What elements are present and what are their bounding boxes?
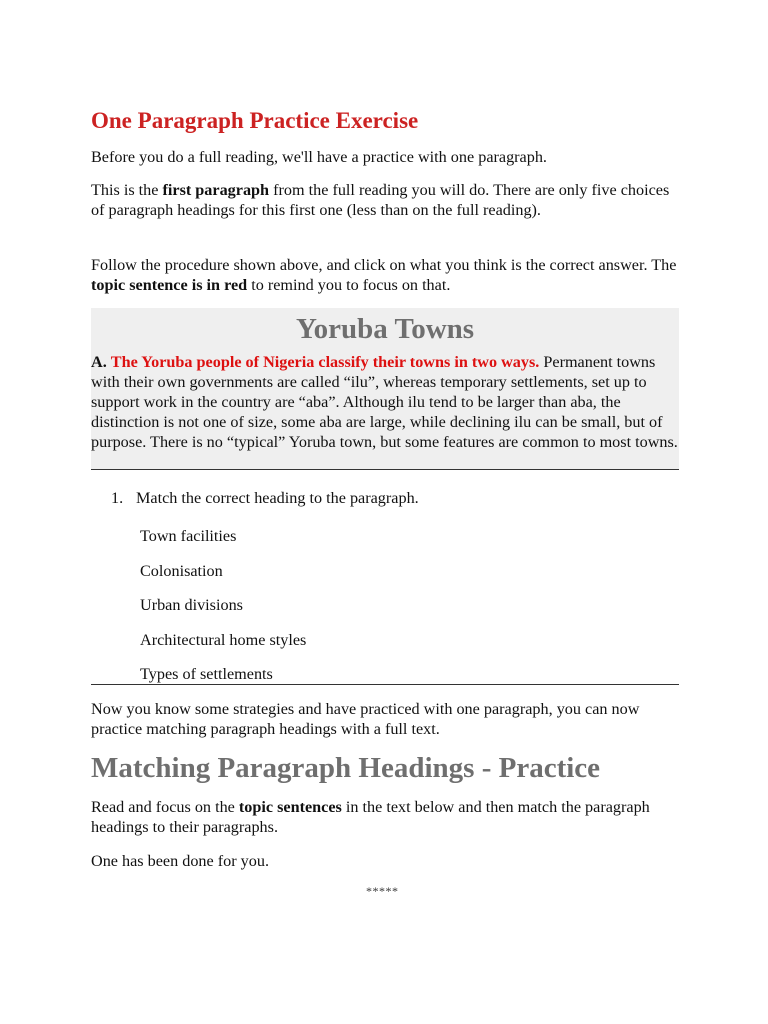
heading-options — [140, 526, 306, 699]
instruction-bold: topic sentences — [238, 798, 342, 816]
reading-heading: Yoruba Towns — [295, 313, 475, 345]
separator-stars: ***** — [366, 884, 399, 898]
options-divider — [91, 684, 679, 685]
question-1 — [111, 489, 419, 508]
section-heading: Matching Paragraph Headings - Practice — [91, 752, 601, 784]
instruction-post: in the text below and then match the paragraph headings to their paragraphs. — [91, 798, 650, 836]
paragraph-label: A. — [91, 353, 107, 371]
option-types-of-settlements[interactable]: Types of settlements — [140, 665, 273, 683]
option-urban-divisions[interactable]: Urban divisions — [140, 596, 243, 614]
after-practice-paragraph: Now you know some strategies and have practiced with one paragraph, you can now practice matching paragraph headings with a full text. — [91, 700, 640, 738]
instruction-pre: Read and focus on the — [91, 798, 239, 816]
first-paragraph-note — [91, 180, 681, 220]
question-number: 1. — [111, 489, 124, 507]
page-title: One Paragraph Practice Exercise — [91, 108, 419, 133]
first-para-pre: This is the — [91, 181, 163, 199]
first-para-post: from the full reading you will do. There are only five choices of paragraph headings for this first one (less than on the full reading). — [91, 181, 670, 219]
question-text: Match the correct heading to the paragraph. — [136, 489, 419, 507]
reading-body: Permanent towns with their own governments are called “ilu”, whereas temporary settlements, set up to support work in the country are “aba”. Although ilu tend to be larger than aba, the distinction is not one of size, some aba are large, while declining ilu can be small, but of purpose. There is no “typical” Yoruba town, but some features are common to most towns. — [91, 353, 678, 451]
option-architectural-home-styles[interactable]: Architectural home styles — [140, 630, 307, 649]
reading-box — [91, 308, 679, 470]
topic-sentence: The Yoruba people of Nigeria classify their towns in two ways. — [110, 353, 540, 371]
follow-para-post: to remind you to focus on that. — [247, 276, 451, 294]
done-note: One has been done for you. — [91, 852, 270, 870]
reading-paragraph-a — [91, 352, 679, 452]
procedure-paragraph — [91, 255, 681, 295]
option-colonisation[interactable]: Colonisation — [140, 561, 223, 580]
first-para-bold: first paragraph — [162, 181, 270, 199]
intro-paragraph: Before you do a full reading, we'll have a practice with one paragraph. — [91, 148, 547, 166]
section-instruction — [91, 797, 681, 837]
option-town-facilities[interactable]: Town facilities — [140, 527, 237, 545]
follow-para-pre: Follow the procedure shown above, and click on what you think is the correct answer. The — [91, 256, 677, 274]
follow-para-bold: topic sentence is in red — [91, 276, 248, 294]
